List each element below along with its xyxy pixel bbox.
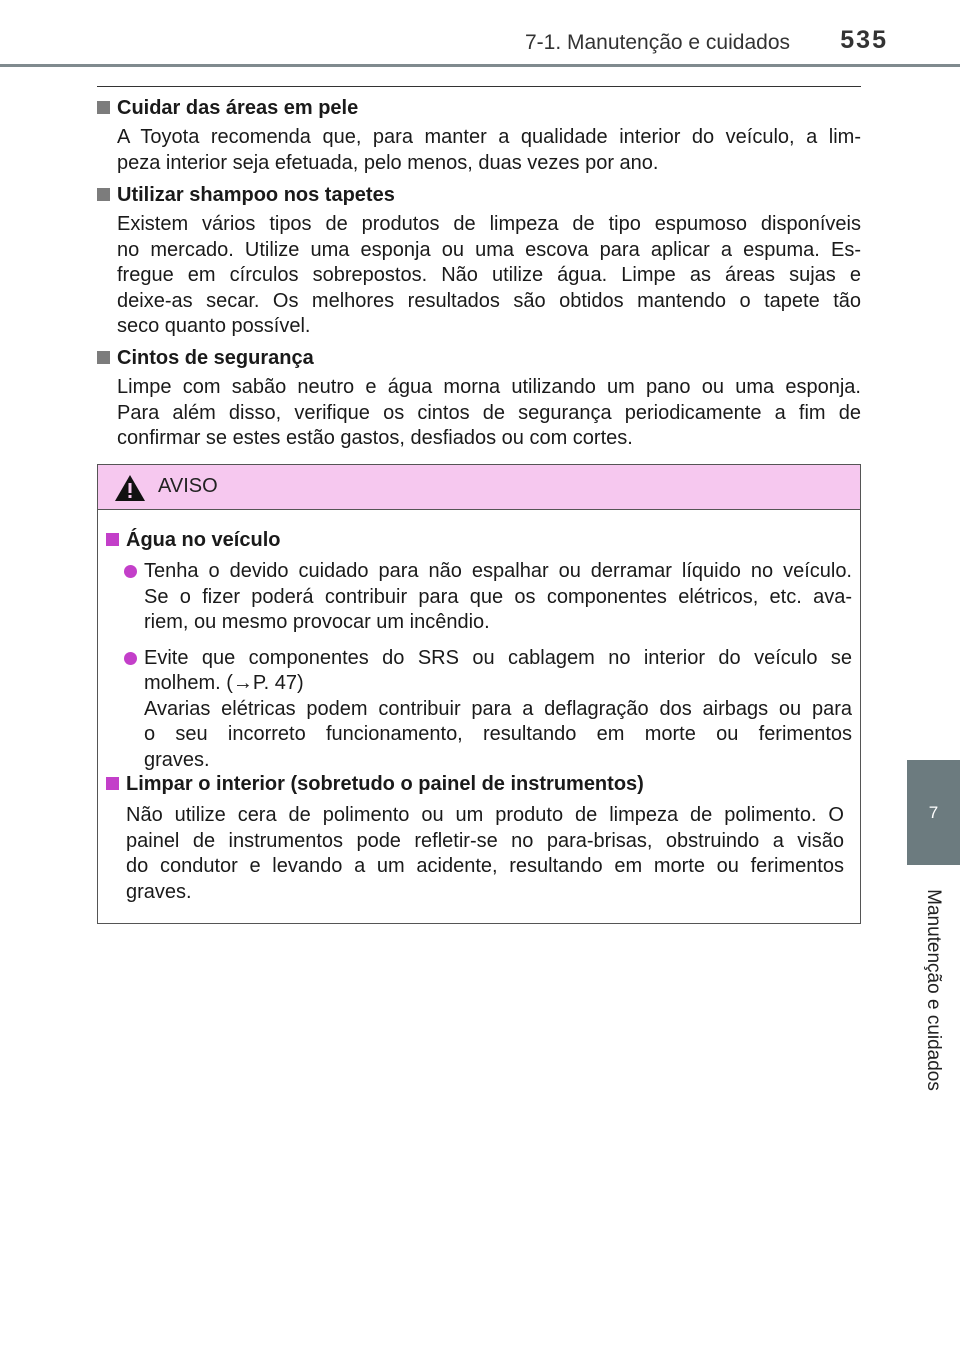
warning-section-title: Água no veículo [106,527,852,553]
warning-section-body: Não utilize cera de polimento ou um produto de limpeza de polimento. O painel de instrumentos pode refletir-se no para-brisas, obstruindo a visão do condutor e levando a um acidente, resultando em morte ou ferimentos graves. [126,804,844,903]
square-bullet-icon [106,533,119,546]
warning-box [97,464,861,924]
warning-header [98,465,860,510]
section-body: A Toyota recomenda que, para manter a qualidade interior do veículo, a lim- peza interior seja efetuada, pelo menos, duas vezes por ano. [117,126,861,174]
page-header [0,0,960,70]
section-title: Cuidar das áreas em pele [97,95,861,121]
list-item: Tenha o devido cuidado para não espalhar ou derramar líquido no veículo. Se o fizer poderá contribuir para que os componentes elétricos, etc. ava- riem, ou mesmo provocar um incêndio. [106,559,852,636]
warning-section-title: Limpar o interior (sobretudo o painel de instrumentos) [106,771,852,797]
list-item: Evite que componentes do SRS ou cablagem no interior do veículo se molhem. (→P. 47) Avarias elétricas podem contribuir para a deflagração dos airbags ou para o seu incorreto funcionamento, resultando em morte ou ferimentos graves. [106,646,852,774]
section-carpet-shampoo [97,182,861,340]
square-bullet-icon [97,351,110,364]
section-title: Utilizar shampoo nos tapetes [97,182,861,208]
chapter-tab[interactable]: 7 [907,760,960,865]
section-body: Limpe com sabão neutro e água morna utilizando um pano ou uma esponja. Para além disso, verifique os cintos de segurança periodicamente a fim de confirmar se estes estão gastos, desfiados ou com cortes. [117,376,861,449]
header-rule [0,64,960,67]
page-number: 535 [840,26,888,54]
section-leather-care [97,95,861,176]
header-section-title: 7-1. Manutenção e cuidados [524,31,790,54]
section-title: Cintos de segurança [97,345,861,371]
dot-bullet-icon [124,652,137,665]
dot-bullet-icon [124,565,137,578]
section-seat-belts [97,345,861,452]
warning-section-interior [106,771,852,905]
square-bullet-icon [97,188,110,201]
content-top-rule [97,86,861,87]
warning-triangle-icon [114,474,146,502]
warning-section-water [106,527,852,773]
warning-label: AVISO [158,475,218,497]
square-bullet-icon [97,101,110,114]
square-bullet-icon [106,777,119,790]
chapter-tab-label: Manutenção e cuidados [923,889,944,1091]
section-body: Existem vários tipos de produtos de limpeza de tipo espumoso disponíveis no mercado. Utilize uma esponja ou uma escova para aplicar a espuma. Es- fregue em círculos sobrepostos. Não utilize água. Limpe as áreas sujas e deixe-as secar. Os melhores resultados são obtidos mantendo o tapete tão seco quanto possível. [117,213,861,337]
